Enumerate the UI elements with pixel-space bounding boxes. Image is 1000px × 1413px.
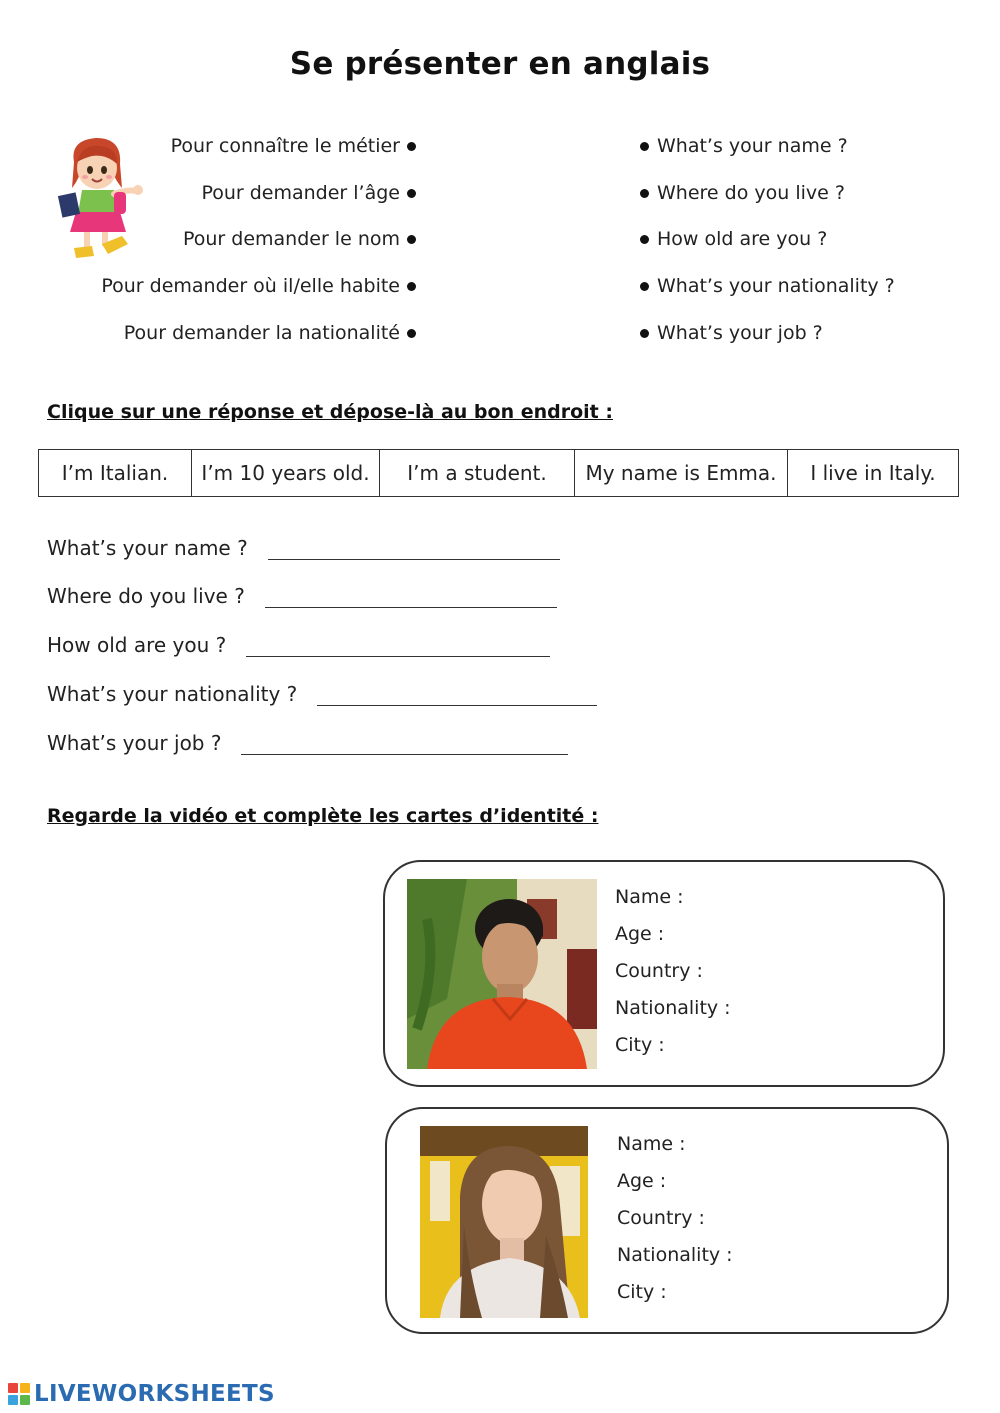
match-right-item: What’s your job ?	[640, 322, 823, 344]
identity-cards-heading: Regarde la vidéo et complète les cartes d’identité :	[47, 805, 599, 827]
answer-option[interactable]: I’m a student.	[380, 450, 575, 496]
match-dot[interactable]	[407, 282, 416, 291]
match-left-item: Pour demander le nom	[183, 228, 416, 250]
match-dot[interactable]	[407, 329, 416, 338]
match-dot[interactable]	[640, 235, 649, 244]
girl-photo	[420, 1126, 588, 1318]
match-right-item: What’s your name ?	[640, 135, 848, 157]
answer-drop-zone[interactable]	[265, 587, 557, 608]
answer-option[interactable]: I live in Italy.	[810, 461, 936, 485]
answer-drop-zone[interactable]	[268, 539, 560, 560]
match-dot[interactable]	[407, 142, 416, 151]
answer-drop-zone[interactable]	[246, 636, 550, 657]
match-right-item: What’s your nationality ?	[640, 275, 895, 297]
girl-illustration	[52, 132, 148, 262]
page-title: Se présenter en anglais	[289, 46, 711, 82]
match-left-item: Pour connaître le métier	[171, 135, 416, 157]
question-row: What’s your nationality ?	[47, 682, 597, 706]
logo-blocks-icon	[8, 1383, 30, 1405]
match-dot[interactable]	[407, 189, 416, 198]
match-dot[interactable]	[640, 329, 649, 338]
identity-card-girl	[385, 1107, 949, 1334]
card-country-label: Country :	[615, 960, 703, 982]
identity-card-boy	[383, 860, 945, 1087]
match-dot[interactable]	[640, 142, 649, 151]
match-right-item: Where do you live ?	[640, 182, 845, 204]
card-age-label: Age :	[615, 923, 665, 945]
boy-photo	[407, 879, 597, 1069]
card-city-label: City :	[615, 1034, 665, 1056]
match-dot[interactable]	[640, 282, 649, 291]
answer-option[interactable]: I’m Italian.	[39, 450, 192, 496]
question-row: What’s your job ?	[47, 731, 568, 755]
answer-option[interactable]: My name is Emma.	[575, 450, 788, 496]
match-left-item: Pour demander où il/elle habite	[101, 275, 416, 297]
question-row: How old are you ?	[47, 633, 550, 657]
match-left-item: Pour demander la nationalité	[124, 322, 416, 344]
answer-option[interactable]: I’m 10 years old.	[192, 450, 380, 496]
answer-bank	[38, 449, 959, 497]
drag-drop-heading: Clique sur une réponse et dépose-là au bon endroit :	[47, 401, 613, 423]
answer-drop-zone[interactable]	[317, 685, 597, 706]
card-nationality-label: Nationality :	[617, 1244, 733, 1266]
match-left-item: Pour demander l’âge	[201, 182, 416, 204]
card-country-label: Country :	[617, 1207, 705, 1229]
card-city-label: City :	[617, 1281, 667, 1303]
card-name-label: Name :	[615, 886, 684, 908]
match-dot[interactable]	[640, 189, 649, 198]
question-row: What’s your name ?	[47, 536, 560, 560]
match-right-item: How old are you ?	[640, 228, 827, 250]
card-age-label: Age :	[617, 1170, 667, 1192]
card-name-label: Name :	[617, 1133, 686, 1155]
liveworksheets-logo: LIVEWORKSHEETS	[8, 1381, 275, 1407]
match-dot[interactable]	[407, 235, 416, 244]
answer-drop-zone[interactable]	[241, 734, 568, 755]
card-nationality-label: Nationality :	[615, 997, 731, 1019]
question-row: Where do you live ?	[47, 584, 557, 608]
